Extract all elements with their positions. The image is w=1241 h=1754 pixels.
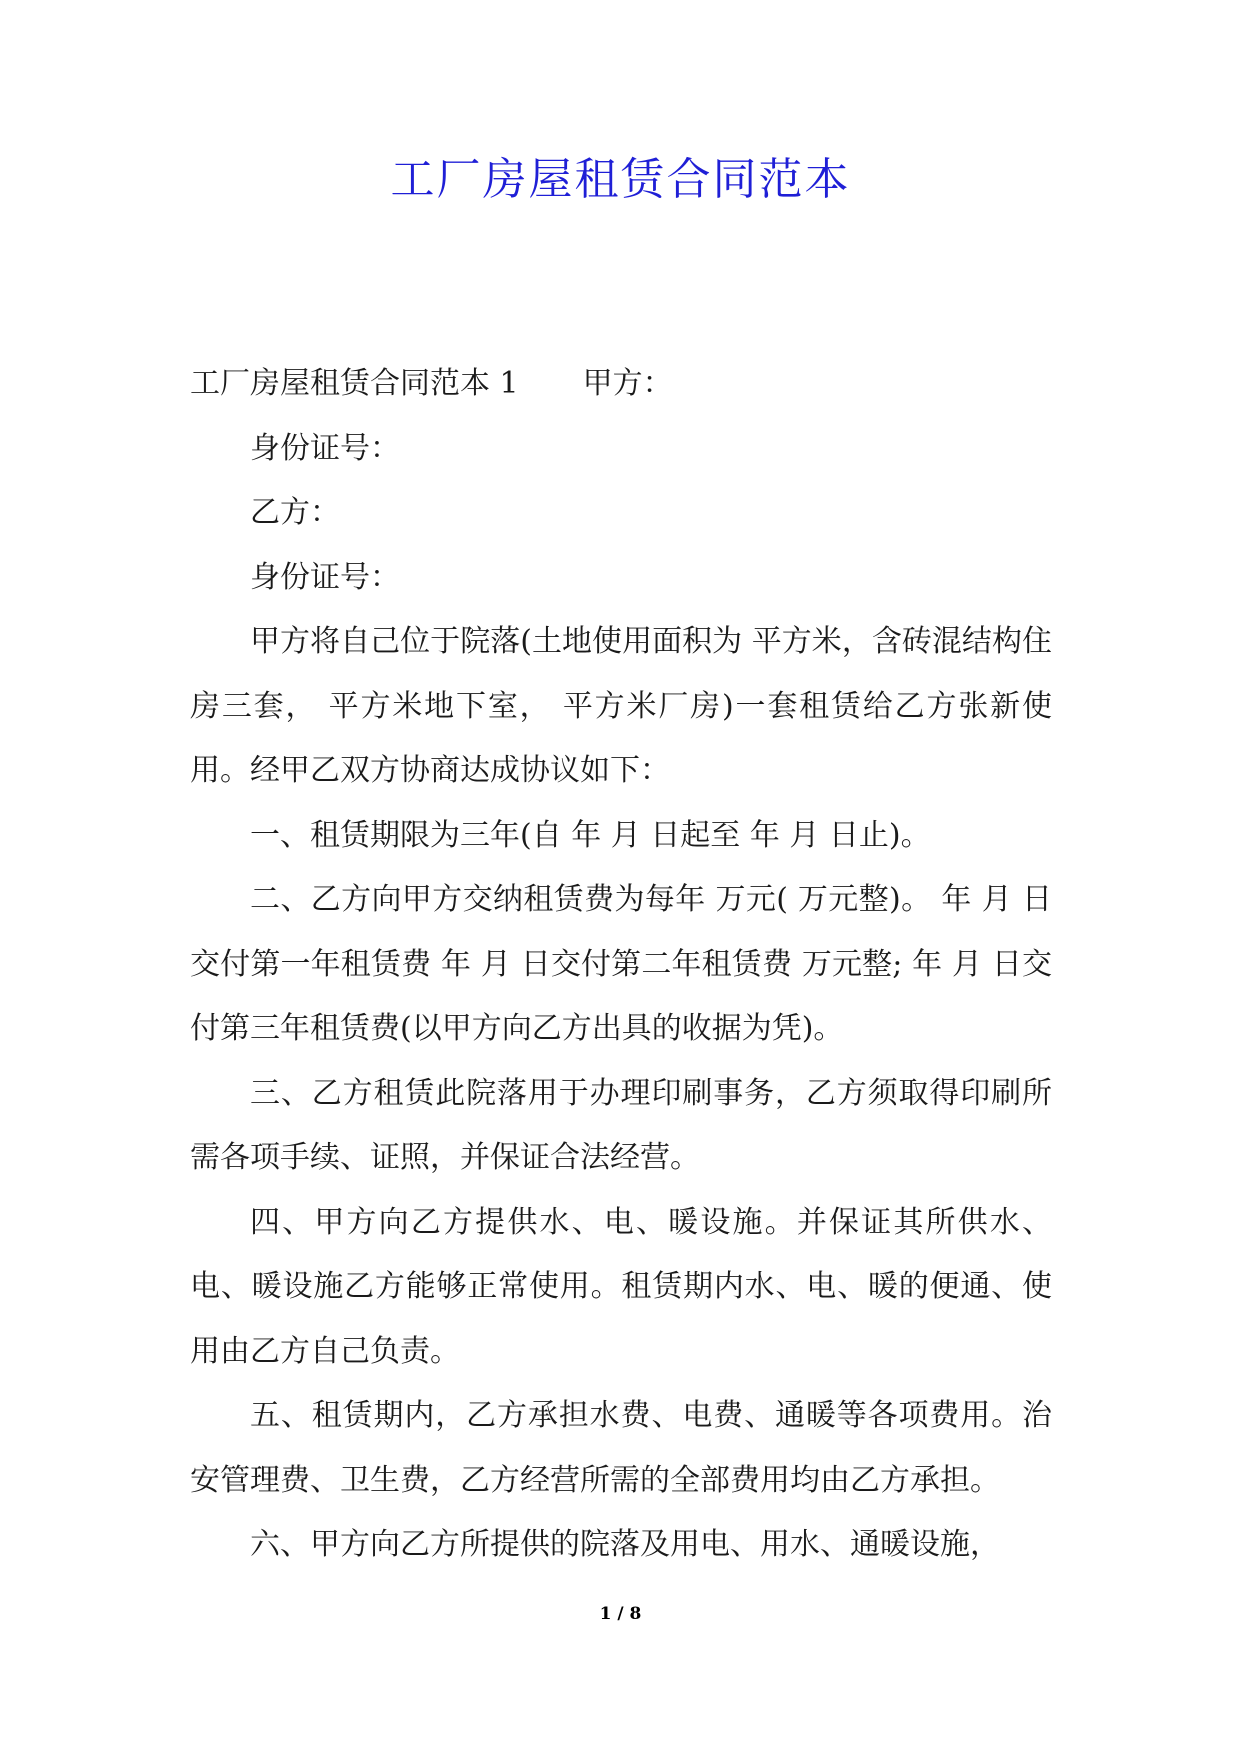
party-a-label: 甲方： (582, 366, 673, 401)
paragraph: 五、租赁期内，乙方承担水费、电费、通暖等各项费用。治安管理费、卫生费，乙方经营所需的全部费用均由乙方承担。 (190, 1398, 1052, 1498)
heading-line (190, 352, 1052, 417)
page-number: 1 / 8 (599, 1604, 642, 1624)
document-title: 工厂房屋租赁合同范本 (390, 154, 851, 205)
paragraph: 二、乙方向甲方交纳租赁费为每年 万元( 万元整)。 年 月 日交付第一年租赁费 年 月 日交付第二年租赁费 万元整; 年 月 日交付第三年租赁费(以甲方向乙方出具的收据为凭)。 (190, 882, 1052, 1046)
paragraph: 六、甲方向乙方所提供的院落及用电、用水、通暖设施， (250, 1527, 1000, 1562)
paragraph: 身份证号： (250, 559, 400, 595)
paragraph: 乙方： (250, 495, 340, 530)
paragraph: 甲方将自己位于院落(土地使用面积为 平方米，含砖混结构住房三套， 平方米地下室， 平方米厂房)一套租赁给乙方张新使用。经甲乙双方协商达成协议如下： (190, 624, 1052, 788)
paragraph: 身份证号： (250, 430, 400, 466)
paragraph: 一、租赁期限为三年(自 年 月 日起至 年 月 日止)。 (250, 817, 931, 853)
paragraph: 四、甲方向乙方提供水、电、暖设施。并保证其所供水、电、暖设施乙方能够正常使用。租赁期内水、电、暖的便通、使用由乙方自己负责。 (190, 1204, 1052, 1369)
document-body (190, 352, 1052, 1578)
paragraph: 三、乙方租赁此院落用于办理印刷事务，乙方须取得印刷所需各项手续、证照，并保证合法经营。 (190, 1075, 1052, 1175)
section-heading: 工厂房屋租赁合同范本 1 (190, 366, 519, 401)
